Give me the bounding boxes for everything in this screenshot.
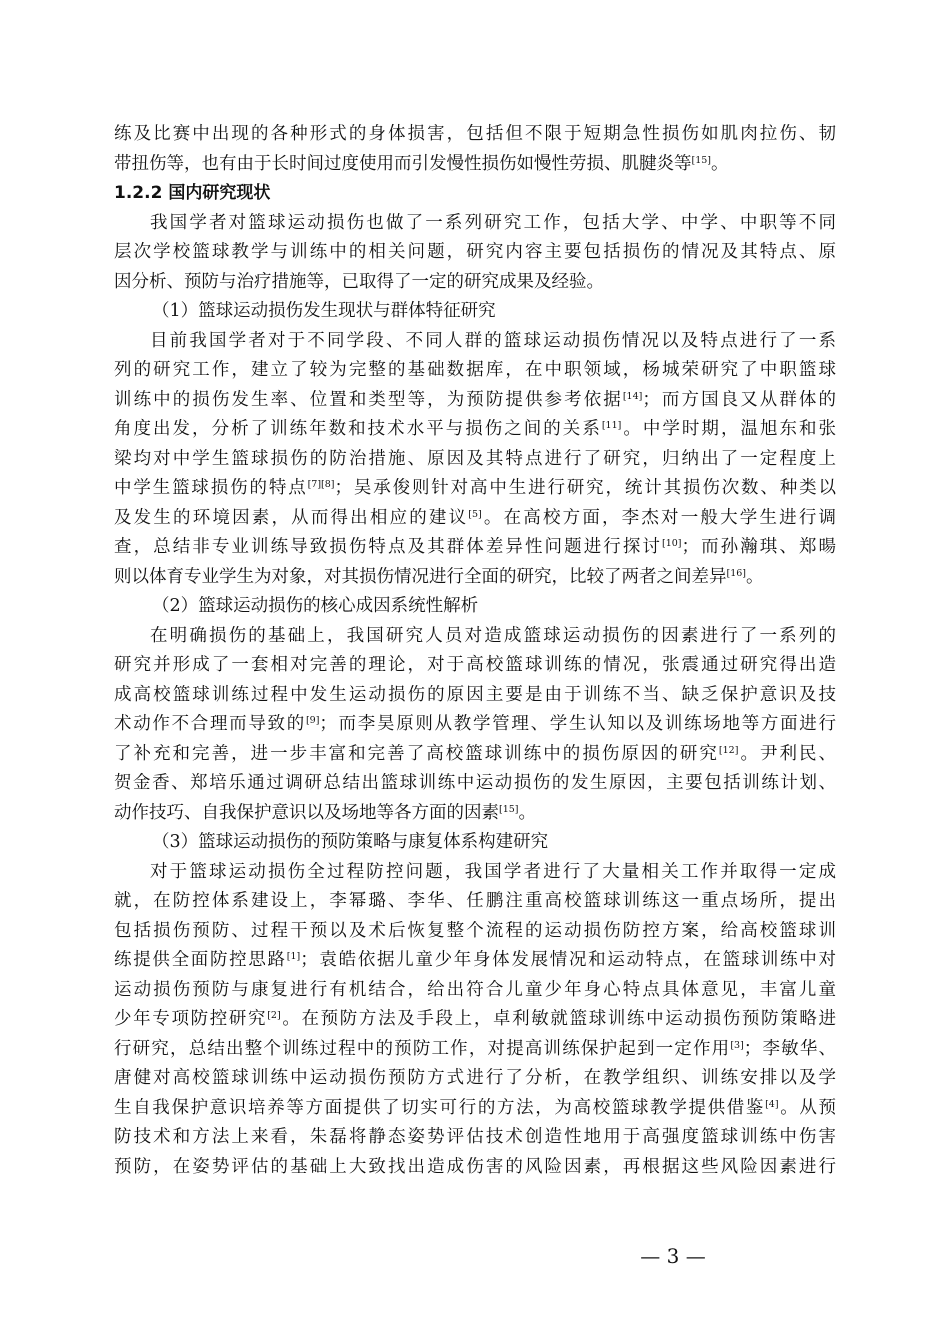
page-number: — 3 — xyxy=(640,1244,706,1268)
body-text-line xyxy=(114,1153,836,1183)
line-text-tail: 。在预防方法及手段上，卓利敏就篮球训练中运动损伤预防策略进 xyxy=(280,1009,837,1029)
paper-page-body xyxy=(114,120,836,1182)
line-text-tail: ；吴承俊则针对高中生进行研究，统计其损伤次数、种类以 xyxy=(334,478,836,498)
body-text-line xyxy=(114,740,836,770)
citation-marker: [10] xyxy=(662,538,682,549)
line-text-tail: 。 xyxy=(518,802,537,823)
line-text: 包括损伤预防、过程干预以及术后恢复整个流程的运动损伤防控方案，给高校篮球训 xyxy=(114,920,836,941)
subsection-heading xyxy=(114,592,836,622)
line-text: 生自我保护意识培养等方面提供了切实可行的方法，为高校篮球教学提供借鉴 xyxy=(114,1097,766,1118)
line-text: 梁均对中学生篮球损伤的防治措施、原因及其特点进行了研究，归纳出了一定程度上 xyxy=(114,448,836,469)
line-text: 角度出发，分析了训练年数和技术水平与损伤之间的关系 xyxy=(114,419,602,439)
citation-marker: [1] xyxy=(286,951,301,962)
line-text: 研究并形成了一套相对完善的理论，对于高校篮球训练的情况，张震通过研究得出造 xyxy=(114,655,836,675)
line-text: 练提供全面防控思路 xyxy=(114,950,287,970)
body-text-line xyxy=(114,356,836,386)
body-text-line xyxy=(114,1094,836,1124)
line-text: （1）篮球运动损伤发生现状与群体特征研究 xyxy=(152,301,496,321)
line-text: 行研究，总结出整个训练过程中的预防工作，对提高训练保护起到一定作用 xyxy=(114,1038,731,1059)
body-text-line xyxy=(114,917,836,947)
line-text: 了补充和完善，进一步丰富和完善了高校篮球训练中的损伤原因的研究 xyxy=(114,743,719,764)
body-text-line xyxy=(114,563,836,593)
line-text: 中学生篮球损伤的特点 xyxy=(114,478,308,498)
line-text-tail: ；袁皓依据儿童少年身体发展情况和运动特点，在篮球训练中对 xyxy=(300,950,837,970)
line-text: 目前我国学者对于不同学段、不同人群的篮球运动损伤情况以及特点进行了一系 xyxy=(150,330,836,351)
body-text-line xyxy=(114,238,836,268)
paragraph-first-line xyxy=(114,327,836,357)
body-text-line xyxy=(114,268,836,298)
body-text-line xyxy=(114,1123,836,1153)
body-text-line xyxy=(114,681,836,711)
line-text: 运动损伤预防与康复进行有机结合，给出符合儿童少年身心特点具体意见，丰富儿童 xyxy=(114,979,836,1000)
body-text-line xyxy=(114,150,836,180)
line-text: 带扭伤等，也有由于长时间过度使用而引发慢性损伤如慢性劳损、肌腱炎等 xyxy=(114,153,692,174)
line-text: 层次学校篮球教学与训练中的相关问题，研究内容主要包括损伤的情况及其特点、原 xyxy=(114,242,836,262)
subsection-heading xyxy=(114,828,836,858)
body-text-line xyxy=(114,769,836,799)
line-text: （2）篮球运动损伤的核心成因系统性解析 xyxy=(152,596,479,616)
line-text-tail: 。在高校方面，李杰对一般大学生进行调 xyxy=(481,507,836,528)
line-text: 训练中的损伤发生率、位置和类型等，为预防提供参考依据 xyxy=(114,389,623,410)
line-text-tail: ；而方国良又从群体的 xyxy=(642,389,836,410)
citation-marker: [5] xyxy=(468,508,482,520)
line-text: 贺金香、郑培乐通过调研总结出篮球训练中运动损伤的发生原因，主要包括训练计划、 xyxy=(114,773,836,793)
line-text-tail: ；而李昊原则从教学管理、学生认知以及训练场地等方面进行 xyxy=(319,714,836,734)
paragraph-first-line xyxy=(114,622,836,652)
line-text: 唐健对高校篮球训练中运动损伤预防方式进行了分析，在教学组织、训练安排以及学 xyxy=(114,1068,836,1088)
subsection-heading xyxy=(114,297,836,327)
body-text-line xyxy=(114,120,836,150)
line-text: 列的研究工作，建立了较为完整的基础数据库，在中职领域，杨城荣研究了中职篮球 xyxy=(114,360,836,380)
body-text-line xyxy=(114,1035,836,1065)
citation-marker: [4] xyxy=(765,1098,779,1110)
citation-marker: [7][8] xyxy=(307,479,335,490)
line-text-tail: ；李敏华、 xyxy=(743,1038,837,1059)
body-text-line xyxy=(114,1005,836,1035)
line-text: 预防，在姿势评估的基础上大致找出造成伤害的风险因素，再根据这些风险因素进行 xyxy=(114,1156,836,1177)
paragraph-first-line xyxy=(114,858,836,888)
line-text: 因分析、预防与治疗措施等，已取得了一定的研究成果及经验。 xyxy=(114,271,604,292)
line-text: 动作技巧、自我保护意识以及场地等各方面的因素 xyxy=(114,802,499,823)
body-text-line xyxy=(114,946,836,976)
citation-marker: [3] xyxy=(730,1039,744,1051)
line-text-tail: 。 xyxy=(746,566,764,587)
body-text-line xyxy=(114,504,836,534)
line-text-tail: 。 xyxy=(711,153,729,174)
body-text-line xyxy=(114,533,836,563)
body-text-line xyxy=(114,887,836,917)
line-text: 就，在防控体系建设上，李幂璐、李华、任鹏注重高校篮球训练这一重点场所，提出 xyxy=(114,891,836,911)
citation-marker: [14] xyxy=(622,390,643,402)
body-text-line xyxy=(114,651,836,681)
body-text-line xyxy=(114,474,836,504)
line-text: 我国学者对篮球运动损伤也做了一系列研究工作，包括大学、中学、中职等不同 xyxy=(150,212,836,233)
line-text: （3）篮球运动损伤的预防策略与康复体系构建研究 xyxy=(152,832,549,852)
line-text: 练及比赛中出现的各种形式的身体损害，包括但不限于短期急性损伤如肌肉拉伤、韧 xyxy=(114,124,836,144)
line-text: 成高校篮球训练过程中发生运动损伤的原因主要是由于训练不当、缺乏保护意识及技 xyxy=(114,684,836,705)
body-text-line xyxy=(114,710,836,740)
line-text-tail: 。中学时期，温旭东和张 xyxy=(621,419,837,439)
line-text-tail: ；而孙瀚琪、郑暘 xyxy=(681,537,837,557)
line-text: 则以体育专业学生为对象，对其损伤情况进行全面的研究，比较了两者之间差异 xyxy=(114,566,727,587)
section-heading xyxy=(114,179,836,209)
line-text: 及发生的环境因素，从而得出相应的建议 xyxy=(114,507,469,528)
line-text-tail: 。从预 xyxy=(778,1097,837,1118)
body-text-line xyxy=(114,799,836,829)
line-text: 在明确损伤的基础上，我国研究人员对造成篮球运动损伤的因素进行了一系列的 xyxy=(150,625,836,646)
citation-marker: [9] xyxy=(305,715,320,726)
citation-marker: [15] xyxy=(499,803,519,815)
body-text-line xyxy=(114,976,836,1006)
line-text: 防技术和方法上来看，朱磊将静态姿势评估技术创造性地用于高强度篮球训练中伤害 xyxy=(114,1127,836,1147)
citation-marker: [11] xyxy=(601,420,622,431)
body-text-line xyxy=(114,386,836,416)
line-text: 少年专项防控研究 xyxy=(114,1009,268,1029)
citation-marker: [16] xyxy=(726,567,747,579)
line-text: 1.2.2 国内研究现状 xyxy=(114,183,271,203)
paragraph-first-line xyxy=(114,209,836,239)
citation-marker: [12] xyxy=(718,744,739,756)
line-text: 对于篮球运动损伤全过程防控问题，我国学者进行了大量相关工作并取得一定成 xyxy=(150,861,836,882)
citation-marker: [2] xyxy=(267,1010,281,1021)
line-text: 查，总结非专业训练导致损伤特点及其群体差异性问题进行探讨 xyxy=(114,537,662,557)
line-text: 术动作不合理而导致的 xyxy=(114,714,306,734)
citation-marker: [15] xyxy=(691,154,712,166)
body-text-line xyxy=(114,1064,836,1094)
body-text-line xyxy=(114,415,836,445)
body-text-line xyxy=(114,445,836,475)
line-text-tail: 。尹利民、 xyxy=(738,743,837,764)
